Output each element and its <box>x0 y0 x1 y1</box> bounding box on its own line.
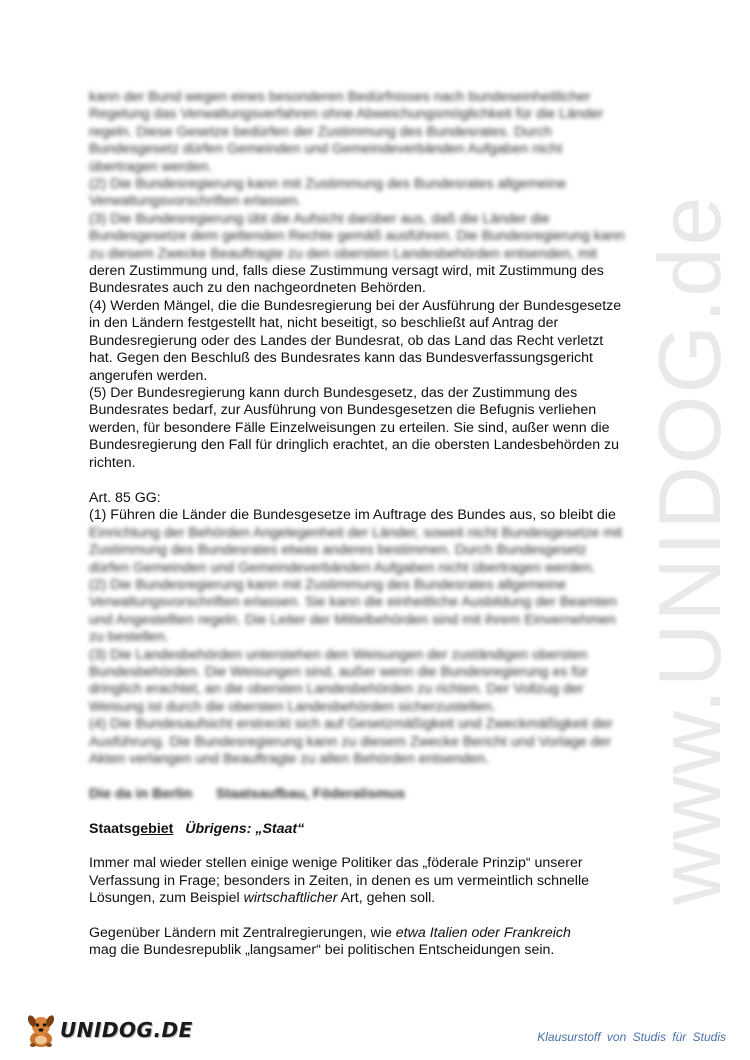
text-line: Verwaltungsvorschriften erlassen. <box>89 193 302 210</box>
italic-span: etwa Italien oder Frankreich <box>395 924 571 941</box>
text-line: in den Ländern festgestellt hat, nicht beseitigt, so beschließt auf Antrag der <box>89 315 559 332</box>
text-line: Einrichtung der Behörden Angelegenheit der Länder, soweit nicht Bundesgesetze mit <box>89 524 623 541</box>
text-line: Bundesbehörden. Die Weisungen sind, außer wenn die Bundesregierung es für <box>89 664 588 681</box>
text-span: Lösungen, zum Beispiel <box>89 890 244 907</box>
text-line: zu diesem Zwecke Beauftragte zu den obersten Landesbehörden entsenden, mit <box>89 245 597 262</box>
text-line: (5) Der Bundesregierung kann durch Bundesgesetz, das der Zustimmung des <box>89 384 578 401</box>
text-line: Bundesregierung oder des Landes der Bundesrat, ob das Land das Recht verletzt <box>89 332 604 349</box>
text-line: Bundesregierung den Fall für dringlich erachtet, an die obersten Landesbehörden zu <box>89 437 620 454</box>
text-line: (3) Die Landesbehörden unterstehen den Weisungen der zuständigen obersten <box>89 646 588 663</box>
text-line: Verfassung in Frage; besonders in Zeiten, in denen es um vermeintlich schnelle <box>89 872 589 889</box>
text-line: Regelung das Verwaltungsverfahren ohne Abweichungsmöglichkeit für die Länder <box>89 106 604 123</box>
text-line: Bundesrates bedarf, zur Ausführung von Bundesgesetzen die Befugnis verliehen <box>89 402 597 419</box>
text-line: Weisung ist durch die obersten Landesbehörden sicherzustellen. <box>89 698 496 715</box>
dog-mascot-icon <box>24 1012 58 1048</box>
text-block-art85 <box>89 490 679 803</box>
text-line: Bundesgesetz dürfen Gemeinden und Gemeindeverbänden Aufgaben nicht <box>89 141 563 158</box>
blurred-section <box>89 525 679 803</box>
footer-logo[interactable] <box>24 1012 193 1048</box>
text-line <box>89 925 679 942</box>
text-line: dringlich erachtet, an die obersten Landesbehörden zu richten. Der Vollzug der <box>89 681 584 698</box>
section-title: Die da in Berlin Staatsaufbau, Föderalismus <box>89 785 406 802</box>
text-line: richten. <box>89 454 136 471</box>
heading-italic: Übrigens: „Staat“ <box>185 821 305 837</box>
watermark: www.UNIDOG.de <box>640 194 739 906</box>
text-line: (2) Die Bundesregierung kann mit Zustimmung des Bundesrates allgemeine <box>89 577 567 594</box>
text-line: angerufen werden. <box>89 367 208 384</box>
text-line: regeln. Diese Gesetze bedürfen der Zustimmung des Bundesrates. Durch <box>89 123 552 140</box>
heading-underlined: gebiet <box>131 821 174 837</box>
text-line: und Angestellten regeln. Die Leiter der Mittelbehörden sind mit ihrem Einvernehmen <box>89 611 616 628</box>
article-heading: Art. 85 GG: <box>89 490 161 506</box>
text-line: mag die Bundesrepublik „langsamer“ bei politischen Entscheidungen sein. <box>89 942 555 959</box>
heading-prefix: Staats <box>89 821 132 837</box>
text-line: Zustimmung des Bundesrates etwas anderes bestimmen. Durch Bundesgesetz <box>89 542 587 559</box>
footer-tagline: Klausurstoff von Studis für Studis <box>537 1030 726 1044</box>
text-line: hat. Gegen den Beschluß des Bundesrates kann das Bundesverfassungsgericht <box>89 350 593 367</box>
text-span: Art, gehen soll. <box>337 890 436 907</box>
text-line: Akten verlangen und Beauftragte zu allen Behörden entsenden. <box>89 751 489 768</box>
text-line: werden, für besondere Fälle Einzelweisungen zu erteilen. Sie sind, außer wenn die <box>89 419 610 436</box>
text-line: Bundesgesetze dem geltenden Rechte gemäß ausführen. Die Bundesregierung kann <box>89 228 625 245</box>
brand-name: UNIDOG.DE <box>60 1018 193 1042</box>
text-line: übertragen werden. <box>89 158 213 175</box>
section-heading <box>89 821 679 838</box>
text-span: Gegenüber Ländern mit Zentralregierungen, wie <box>89 924 396 941</box>
text-line: (3) Die Bundesregierung übt die Aufsicht darüber aus, daß die Länder die <box>89 210 550 227</box>
text-line: (1) Führen die Länder die Bundesgesetze im Auftrage des Bundes aus, so bleibt die <box>89 507 616 524</box>
text-line: Immer mal wieder stellen einige wenige Politiker das „föderale Prinzip“ unserer <box>89 855 583 872</box>
text-line: deren Zustimmung und, falls diese Zustimmung versagt wird, mit Zustimmung des <box>89 263 604 280</box>
text-line: (4) Werden Mängel, die die Bundesregierung bei der Ausführung der Bundesgesetze <box>89 297 622 314</box>
text-line: (4) Die Bundesaufsicht erstreckt sich auf Gesetzmäßigkeit und Zweckmäßigkeit der <box>89 716 613 733</box>
text-line: Verwaltungsvorschriften erlassen. Sie kann die einheitliche Ausbildung der Beamten <box>89 594 617 611</box>
text-block-art84 <box>89 89 679 472</box>
text-block-closing <box>89 821 679 959</box>
text-line: Bundesrates auch zu den nachgeordneten Behörden. <box>89 280 426 297</box>
blurred-section <box>89 89 679 263</box>
text-line: Ausführung. Die Bundesregierung kann zu diesem Zwecke Bericht und Vorlage der <box>89 733 612 750</box>
text-line <box>89 890 679 907</box>
text-line: zu bestellen. <box>89 629 169 646</box>
text-line: dürfen Gemeinden und Gemeindeverbänden Aufgaben nicht übertragen werden. <box>89 559 596 576</box>
text-line: kann der Bund wegen eines besonderen Bedürfnisses nach bundeseinheitlicher <box>89 89 591 105</box>
italic-span: wirtschaftlicher <box>243 890 338 907</box>
text-line: (2) Die Bundesregierung kann mit Zustimmung des Bundesrates allgemeine <box>89 176 567 193</box>
